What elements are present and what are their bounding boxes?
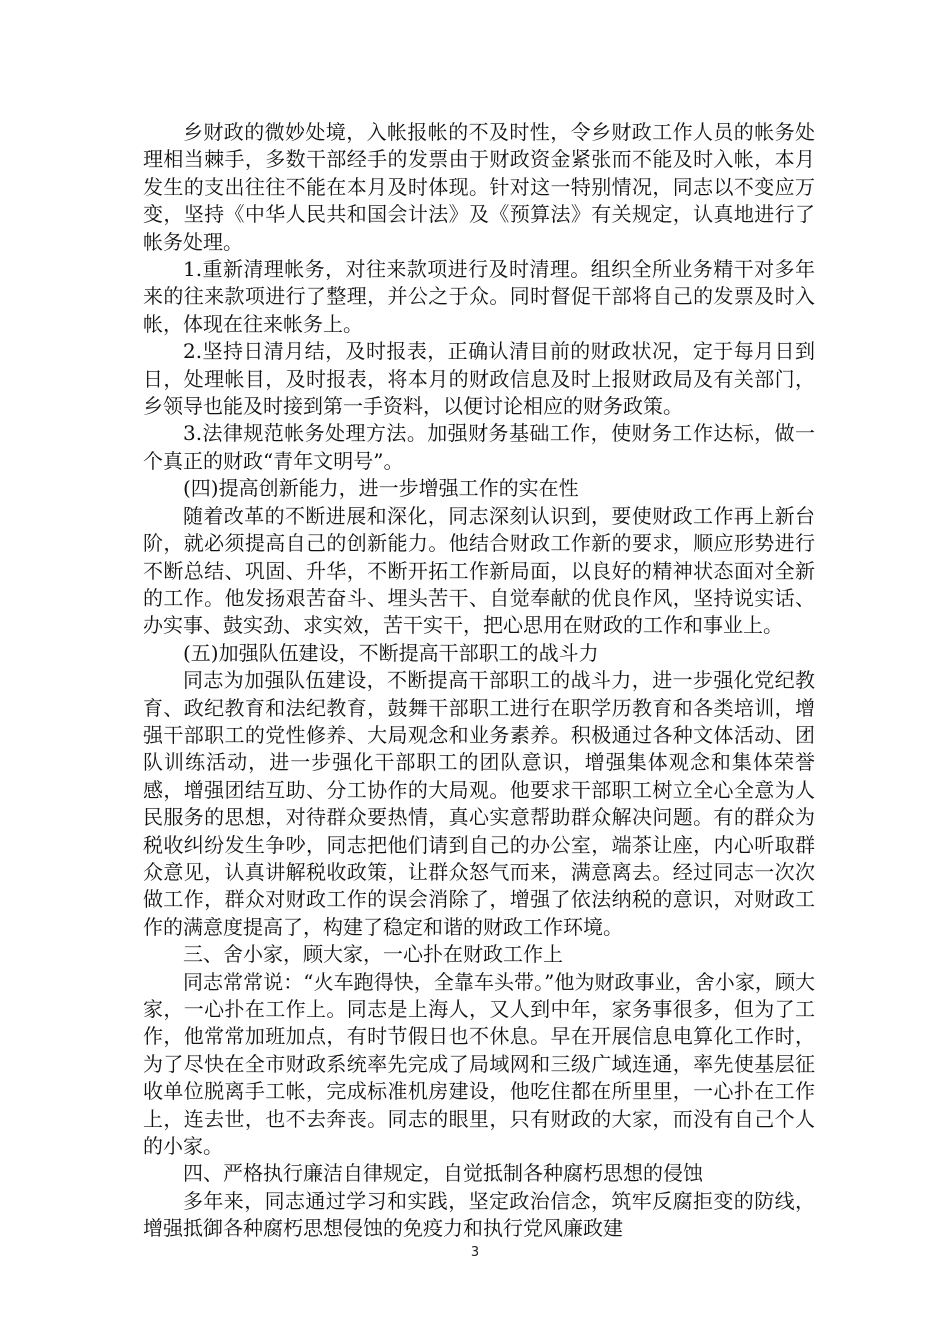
- document-body: [143, 119, 815, 1243]
- section-heading-4: (四)提高创新能力，进一步增强工作的实在性: [183, 476, 579, 501]
- paragraph-5: 随着改革的不断进展和深化，同志深刻认识到，要使财政工作再上新台阶，就必须提高自己的创新能力。他结合财政工作新的要求，顺应形势进行不断总结、巩固、升华，不断开拓工作新局面，以良好的精神状态面对全新的工作。他发扬艰苦奋斗、埋头苦干、自觉奉献的优良作风，坚持说实话、办实事、鼓实劲、求实效，苦干实干，把心思用在财政的工作和事业上。: [143, 503, 815, 638]
- paragraph-6: 同志为加强队伍建设，不断提高干部职工的战斗力，进一步强化党纪教育、政纪教育和法纪教育，鼓舞干部职工进行在职学历教育和各类培训，增强干部职工的党性修养、大局观念和业务素养。积极通过各种文体活动、团队训练活动，进一步强化干部职工的团队意识，增强集体观念和集体荣誉感，增强团结互助、分工协作的大局观。他要求干部职工树立全心全意为人民服务的思想，对待群众要热情，真心实意帮助群众解决问题。有的群众为税收纠纷发生争吵，同志把他们请到自己的办公室，端茶让座，内心听取群众意见，认真讲解税收政策，让群众怒气而来，满意离去。经过同志一次次做工作，群众对财政工作的误会消除了，增强了依法纳税的意识，对财政工作的满意度提高了，构建了稳定和谐的财政工作环境。: [143, 668, 815, 939]
- page-number: 3: [470, 1245, 480, 1260]
- paragraph-7: 同志常常说：“火车跑得快，全靠车头带。”他为财政事业，舍小家，顾大家，一心扑在工作上。同志是上海人，又人到中年，家务事很多，但为了工作，他常常加班加点，有时节假日也不休息。早在开展信息电算化工作时，为了尽快在全市财政系统率先完成了局域网和三级广域连通，率先使基层征收单位脱离手工帐，完成标准机房建设，他吃住都在所里里，一心扑在工作上，连去世，也不去奔丧。同志的眼里，只有财政的大家，而没有自己个人的小家。: [143, 969, 815, 1159]
- paragraph-4: 3.法律规范帐务处理方法。加强财务基础工作，使财务工作达标，做一个真正的财政“青年文明号”。: [143, 421, 815, 473]
- section-heading-4b: 四、严格执行廉洁自律规定，自觉抵制各种腐朽思想的侵蚀: [183, 1161, 703, 1186]
- paragraph-2: 1.重新清理帐务，对往来款项进行及时清理。组织全所业务精干对多年来的往来款项进行了整理，并公之于众。同时督促干部将自己的发票及时入帐，体现在往来帐务上。: [143, 257, 815, 336]
- section-heading-3: 三、舍小家，顾大家，一心扑在财政工作上: [183, 942, 563, 967]
- section-heading-5: (五)加强队伍建设，不断提高干部职工的战斗力: [183, 640, 599, 665]
- paragraph-8: 多年来，同志通过学习和实践，坚定政治信念，筑牢反腐拒变的防线，增强抵御各种腐朽思想侵蚀的免疫力和执行党风廉政建: [143, 1188, 815, 1241]
- paragraph-1: 乡财政的微妙处境，入帐报帐的不及时性，令乡财政工作人员的帐务处理相当棘手，多数干部经手的发票由于财政资金紧张而不能及时入帐，本月发生的支出往往不能在本月及时体现。针对这一特别情况，同志以不变应万变，坚持《中华人民共和国会计法》及《预算法》有关规定，认真地进行了帐务处理。: [143, 120, 815, 254]
- paragraph-3: 2.坚持日清月结，及时报表，正确认清目前的财政状况，定于每月日到日，处理帐目，及时报表，将本月的财政信息及时上报财政局及有关部门，乡领导也能及时接到第一手资料，以便讨论相应的财务政策。: [143, 339, 815, 419]
